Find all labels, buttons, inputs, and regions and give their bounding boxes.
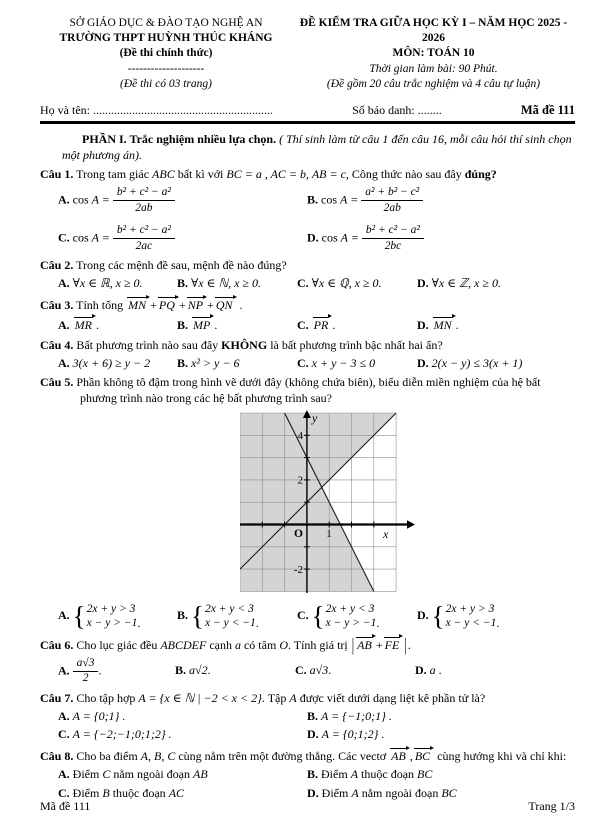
question-4-text: Câu 4. Bất phương trình nào sau đây KHÔNG là bất phương trình bậc nhất hai ẩn?	[40, 337, 443, 352]
q4-option-b: B. x² > y − 6	[177, 355, 240, 370]
page-footer	[40, 799, 575, 815]
vector-QN: QN	[214, 296, 237, 312]
q2-option-c: C. ∀x ∈ ℚ, x ≥ 0.	[297, 276, 382, 291]
y-tick-2: 2	[297, 474, 303, 487]
question-8-text: Câu 8. Cho ba điểm A, B, C cùng nằm trên một đường thẳng. Các vectơ AB , BC cùng hướng khi và chỉ khi:	[40, 749, 567, 764]
q1-option-a: A. cos A = $\frac{\text{b² + c² − a²}}{2ab}$	[58, 185, 307, 216]
system-braces: { 2x + y > 3 x − y < −1	[431, 600, 497, 631]
question-2-label: Câu 2.	[40, 258, 74, 273]
question-1-text: Câu 1. Trong tam giác ABC bất kì với BC = a , AC = b, AB = c, Công thức nào sau đây đúng?	[40, 167, 497, 182]
exam-title: ĐỀ KIỂM TRA GIỮA HỌC KỲ I – NĂM HỌC 2025 - 2026	[299, 17, 568, 45]
header-left-block	[40, 16, 292, 92]
question-3-text: Câu 3. Tính tổng MN + PQ + NP + QN .	[40, 298, 243, 313]
question-1	[40, 167, 575, 254]
q8-option-d: D. Điểm A nằm ngoài đoạn BC	[307, 785, 457, 800]
part1-heading	[62, 132, 575, 164]
y-tick-4: 4	[297, 430, 303, 443]
question-5-options	[58, 602, 575, 632]
x-tick-1: 1	[326, 528, 332, 541]
vector-AB: AB	[389, 747, 410, 763]
footer-exam-code: Mã đề 111	[40, 799, 91, 814]
header-rule	[40, 121, 575, 124]
exam-code: Mã đề 111	[520, 102, 575, 117]
q5-figure-container	[240, 409, 575, 600]
question-7-options	[58, 709, 575, 744]
question-2-options	[58, 276, 575, 292]
question-1-label: Câu 1.	[40, 167, 74, 182]
school-name: TRƯỜNG THPT HUỲNH THÚC KHÁNG	[59, 32, 273, 45]
q4-option-d: D. 2(x − y) ≤ 3(x + 1)	[417, 355, 523, 370]
question-8	[40, 747, 575, 801]
duration-note: Thời gian làm bài: 90 Phút.	[369, 62, 498, 75]
q7-option-c: C. A = {−2;−1;0;1;2} .	[58, 727, 172, 742]
q2-option-d: D. ∀x ∈ ℤ, x ≥ 0.	[417, 276, 501, 291]
question-4	[40, 338, 575, 372]
abs-bar: |	[404, 634, 407, 655]
vector-PR: PR	[312, 316, 333, 332]
question-1-options	[58, 185, 575, 254]
q3-option-c: C. PR .	[297, 317, 336, 332]
q3-option-b: B. MP .	[177, 317, 218, 332]
q4-option-c: C. x + y − 3 ≤ 0	[297, 355, 376, 370]
vector-NP: NP	[186, 296, 207, 312]
student-name-field: Họ và tên: ............................................................	[40, 102, 273, 117]
q7-option-b: B. A = {−1;0;1} .	[307, 708, 392, 723]
question-4-options	[58, 356, 575, 372]
vector-MN: MN	[126, 296, 150, 312]
question-6-options	[58, 656, 575, 687]
question-4-label: Câu 4.	[40, 337, 74, 352]
fraction: $\frac{a√3}{2}$	[73, 657, 99, 686]
q4-option-a: A. 3(x + 6) ≥ y − 2	[58, 355, 151, 370]
system-braces: { 2x + y < 3 x − y > −1	[311, 600, 377, 631]
exam-header	[40, 16, 575, 92]
brace-icon: {	[72, 600, 86, 631]
q5-option-c: C. { 2x + y < 3 x − y > −1 .	[297, 600, 380, 631]
q7-option-a: A. A = {0;1} .	[58, 708, 126, 723]
header-right-block	[292, 16, 575, 92]
q1-option-b: B. cos A = $\frac{\text{a² + b² − c²}}{2ab}$	[307, 185, 575, 216]
q5-option-a: A. { 2x + y > 3 x − y > −1 .	[58, 600, 141, 631]
origin-label: O	[294, 528, 303, 541]
department-name: SỞ GIÁO DỤC & ĐÀO TẠO NGHỆ AN	[69, 17, 263, 29]
question-6	[40, 636, 575, 687]
abs-bar: |	[351, 634, 355, 655]
question-7	[40, 691, 575, 743]
question-6-label: Câu 6.	[40, 637, 74, 652]
vector-BC: BC	[413, 747, 434, 763]
fraction: $\frac{\text{a² + b² − c²}}{2ab}$	[361, 186, 423, 215]
y-axis-label: y	[312, 411, 318, 426]
pages-note: (Đề thi có 03 trang)	[120, 77, 212, 90]
q1-option-d: D. cos A = $\frac{\text{b² + c² − a²}}{2bc}$	[307, 223, 575, 254]
question-5-label: Câu 5.	[40, 375, 74, 390]
question-3-label: Câu 3.	[40, 298, 74, 313]
q5-option-b: B. { 2x + y < 3 x − y < −1 .	[177, 600, 259, 631]
q6-option-a: A. $\frac{a√3}{2}$ .	[58, 656, 102, 685]
part1-title: PHẦN I. Trắc nghiệm nhiều lựa chọn.	[82, 131, 277, 146]
question-7-text: Câu 7. Cho tập hợp A = {x ∈ ℕ | −2 < x < 2}. Tập A được viết dưới dạng liệt kê phần tử là?	[40, 690, 486, 705]
question-3	[40, 296, 575, 334]
vector-PQ: PQ	[157, 296, 179, 312]
fraction: $\frac{\text{b² + c² − a²}}{2ac}$	[113, 224, 175, 253]
q6-option-c: C. a√3.	[295, 663, 332, 678]
question-5-text: Câu 5. Phần không tô đậm trong hình vẽ dưới đây (không chứa biên), biểu diễn miền nghiệm của hệ bất phương trình nào trong các hệ bất phương trình sau?	[40, 375, 541, 406]
q6-option-b: B. a√2.	[175, 663, 211, 678]
question-8-options	[58, 767, 575, 802]
q7-option-d: D. A = {0;1;2} .	[307, 727, 385, 742]
subject-title: MÔN: TOÁN 10	[392, 47, 475, 60]
vector-MR: MR	[73, 316, 96, 332]
q1-option-c: C. cos A = $\frac{\text{b² + c² − a²}}{2ac}$	[58, 223, 307, 254]
vector-AB: AB	[355, 636, 376, 652]
brace-icon: {	[431, 600, 445, 631]
y-tick-neg2: -2	[293, 564, 303, 577]
q8-option-a: A. Điểm C nằm ngoài đoạn AB	[58, 767, 208, 782]
content-note: (Đề gồm 20 câu trắc nghiệm và 4 câu tự luận)	[326, 77, 541, 90]
official-exam-note: (Đề thi chính thức)	[119, 47, 213, 60]
divider-dashes: --------------------	[127, 62, 205, 75]
q8-option-c: C. Điểm B thuộc đoạn AC	[58, 785, 185, 800]
q2-option-b: B. ∀x ∈ ℕ, x ≥ 0.	[177, 276, 261, 291]
x-axis-label: x	[383, 527, 389, 542]
q6-option-d: D. a .	[415, 663, 442, 678]
question-2	[40, 258, 575, 292]
candidate-number-field: Số báo danh: ........	[352, 102, 442, 117]
system-braces: { 2x + y > 3 x − y > −1	[72, 600, 138, 631]
question-8-label: Câu 8.	[40, 749, 74, 764]
question-7-label: Câu 7.	[40, 690, 74, 705]
q3-option-a: A. MR .	[58, 317, 99, 332]
system-braces: { 2x + y < 3 x − y < −1	[191, 600, 256, 631]
footer-page-number: Trang 1/3	[528, 799, 575, 814]
brace-icon: {	[191, 600, 204, 631]
student-info-row	[40, 102, 575, 119]
vector-FE: FE	[383, 636, 404, 652]
question-5	[40, 375, 575, 631]
fraction: $\frac{\text{b² + c² − a²}}{2ab}$	[113, 186, 175, 215]
fraction: $\frac{\text{b² + c² − a²}}{2bc}$	[362, 224, 424, 253]
part1-note: ( Thí sinh làm từ câu 1 đến câu 16, mỗi câu hỏi thí sinh chọn một phương án).	[62, 131, 572, 162]
question-2-text: Câu 2. Trong các mệnh đề sau, mệnh đề nào đúng?	[40, 258, 287, 273]
brace-icon: {	[311, 600, 325, 631]
q5-region-graph	[240, 409, 416, 595]
q5-option-d: D. { 2x + y > 3 x − y < −1 .	[417, 600, 500, 631]
x-axis-arrow	[407, 520, 415, 528]
vector-MN: MN	[432, 316, 456, 332]
vector-MP: MP	[191, 316, 214, 332]
q8-option-b: B. Điểm A thuộc đoạn BC	[307, 767, 433, 782]
question-3-options	[58, 316, 575, 334]
question-6-text: Câu 6. Cho lục giác đều ABCDEF cạnh a có tâm O. Tính giá trị | AB + FE |.	[40, 636, 575, 654]
q2-option-a: A. ∀x ∈ ℝ, x ≥ 0.	[58, 276, 143, 291]
q3-option-d: D. MN .	[417, 317, 459, 332]
